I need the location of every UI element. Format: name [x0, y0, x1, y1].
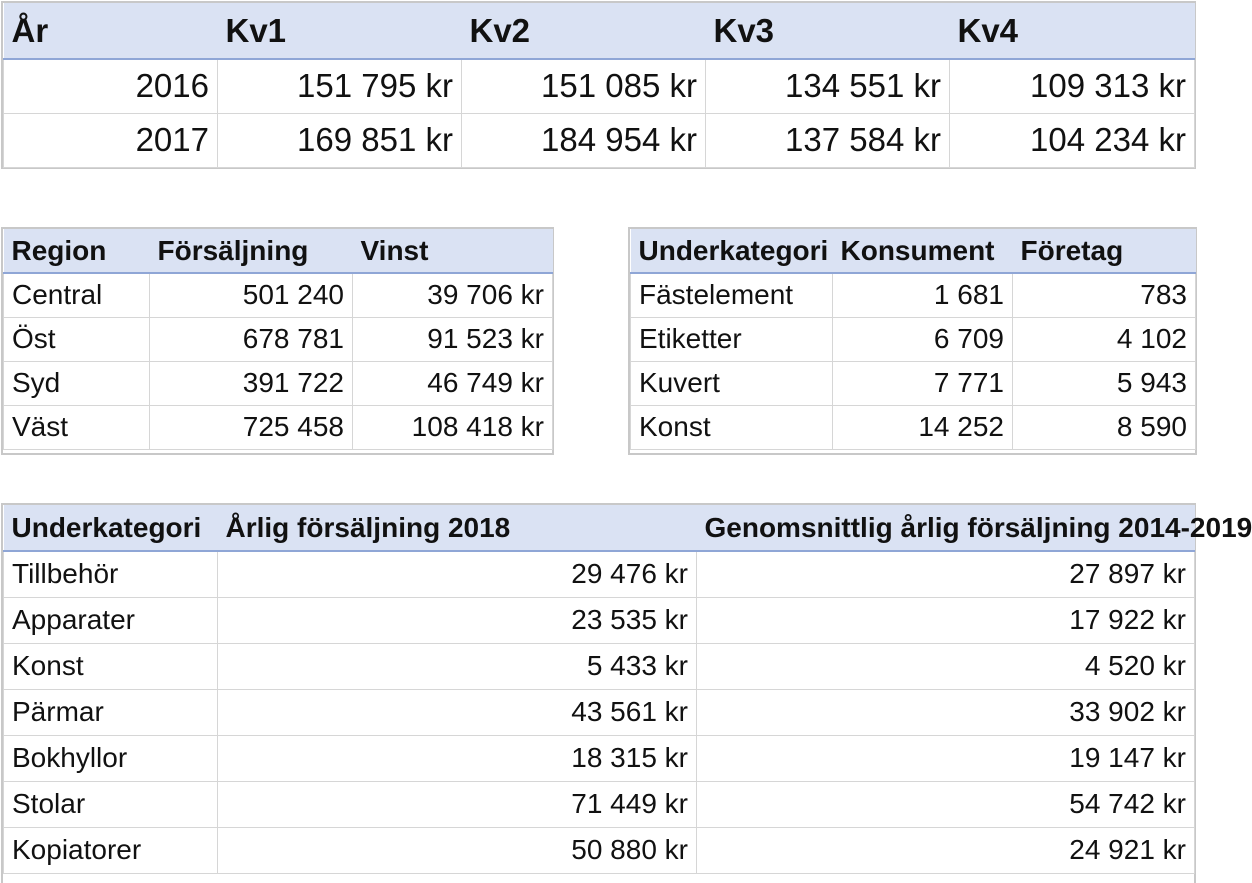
- cell-q1: 169 851 kr: [218, 113, 462, 167]
- column-header-q4: Kv4: [950, 3, 1195, 59]
- cell-year: 2016: [4, 59, 218, 113]
- column-header-corporate: Företag: [1013, 229, 1196, 273]
- table-row: [4, 361, 553, 405]
- annual-sales-table: [3, 505, 1252, 874]
- cell-subcategory: Pärmar: [4, 689, 218, 735]
- cell-average-annual-sales: 17 922 kr: [697, 597, 1195, 643]
- cell-annual-sales-2018: 18 315 kr: [218, 735, 697, 781]
- cell-q4: 104 234 kr: [950, 113, 1195, 167]
- table-row: [631, 405, 1196, 449]
- cell-consumer: 1 681: [833, 273, 1013, 317]
- cell-sales: 391 722: [150, 361, 353, 405]
- cell-year: 2017: [4, 113, 218, 167]
- cell-subcategory: Stolar: [4, 781, 218, 827]
- cell-average-annual-sales: 54 742 kr: [697, 781, 1195, 827]
- segment-counts-table: [630, 229, 1196, 450]
- table-row: [4, 551, 1195, 597]
- table-row: [631, 273, 1196, 317]
- cell-annual-sales-2018: 43 561 kr: [218, 689, 697, 735]
- cell-q2: 184 954 kr: [462, 113, 706, 167]
- cell-profit: 46 749 kr: [353, 361, 553, 405]
- cell-region: Väst: [4, 405, 150, 449]
- header-row: [4, 505, 1195, 551]
- cell-sales: 725 458: [150, 405, 353, 449]
- table-row: [4, 405, 553, 449]
- cell-region: Syd: [4, 361, 150, 405]
- cell-annual-sales-2018: 29 476 kr: [218, 551, 697, 597]
- cell-region: Öst: [4, 317, 150, 361]
- table-row: [4, 59, 1195, 113]
- cell-annual-sales-2018: 71 449 kr: [218, 781, 697, 827]
- cell-profit: 91 523 kr: [353, 317, 553, 361]
- cell-q1: 151 795 kr: [218, 59, 462, 113]
- cell-region: Central: [4, 273, 150, 317]
- cell-corporate: 5 943: [1013, 361, 1196, 405]
- cell-average-annual-sales: 19 147 kr: [697, 735, 1195, 781]
- header-row: [631, 229, 1196, 273]
- cell-annual-sales-2018: 5 433 kr: [218, 643, 697, 689]
- table-row: [4, 643, 1195, 689]
- header-row: [4, 3, 1195, 59]
- cell-q3: 137 584 kr: [706, 113, 950, 167]
- region-sales-table: [3, 229, 553, 450]
- table-row: [4, 827, 1195, 873]
- column-header-consumer: Konsument: [833, 229, 1013, 273]
- column-header-subcategory: Underkategori: [631, 229, 833, 273]
- table-row: [4, 597, 1195, 643]
- column-header-region: Region: [4, 229, 150, 273]
- cell-subcategory: Fästelement: [631, 273, 833, 317]
- cell-average-annual-sales: 27 897 kr: [697, 551, 1195, 597]
- cell-subcategory: Apparater: [4, 597, 218, 643]
- column-header-q1: Kv1: [218, 3, 462, 59]
- cell-q2: 151 085 kr: [462, 59, 706, 113]
- cell-subcategory: Konst: [631, 405, 833, 449]
- cell-q3: 134 551 kr: [706, 59, 950, 113]
- column-header-subcategory: Underkategori: [4, 505, 218, 551]
- cell-consumer: 14 252: [833, 405, 1013, 449]
- table-row: [4, 735, 1195, 781]
- column-header-sales: Försäljning: [150, 229, 353, 273]
- cell-sales: 501 240: [150, 273, 353, 317]
- header-row: [4, 229, 553, 273]
- cell-sales: 678 781: [150, 317, 353, 361]
- cell-average-annual-sales: 33 902 kr: [697, 689, 1195, 735]
- column-header-year: År: [4, 3, 218, 59]
- column-header-q2: Kv2: [462, 3, 706, 59]
- cell-subcategory: Kuvert: [631, 361, 833, 405]
- table-row: [4, 273, 553, 317]
- cell-subcategory: Konst: [4, 643, 218, 689]
- cell-corporate: 4 102: [1013, 317, 1196, 361]
- cell-profit: 108 418 kr: [353, 405, 553, 449]
- column-header-average-annual-sales: Genomsnittlig årlig försäljning 2014-2019: [697, 505, 1195, 551]
- column-header-annual-sales-2018: Årlig försäljning 2018: [218, 505, 697, 551]
- cell-consumer: 6 709: [833, 317, 1013, 361]
- table-row: [631, 317, 1196, 361]
- cell-average-annual-sales: 4 520 kr: [697, 643, 1195, 689]
- quarterly-sales-table: [3, 3, 1195, 168]
- cell-q4: 109 313 kr: [950, 59, 1195, 113]
- cell-subcategory: Etiketter: [631, 317, 833, 361]
- cell-consumer: 7 771: [833, 361, 1013, 405]
- table-row: [631, 361, 1196, 405]
- column-header-q3: Kv3: [706, 3, 950, 59]
- cell-corporate: 8 590: [1013, 405, 1196, 449]
- cell-subcategory: Tillbehör: [4, 551, 218, 597]
- table-row: [4, 781, 1195, 827]
- cell-annual-sales-2018: 50 880 kr: [218, 827, 697, 873]
- cell-subcategory: Bokhyllor: [4, 735, 218, 781]
- cell-corporate: 783: [1013, 273, 1196, 317]
- cell-profit: 39 706 kr: [353, 273, 553, 317]
- cell-average-annual-sales: 24 921 kr: [697, 827, 1195, 873]
- cell-annual-sales-2018: 23 535 kr: [218, 597, 697, 643]
- column-header-profit: Vinst: [353, 229, 553, 273]
- cell-subcategory: Kopiatorer: [4, 827, 218, 873]
- table-row: [4, 113, 1195, 167]
- table-row: [4, 317, 553, 361]
- table-row: [4, 689, 1195, 735]
